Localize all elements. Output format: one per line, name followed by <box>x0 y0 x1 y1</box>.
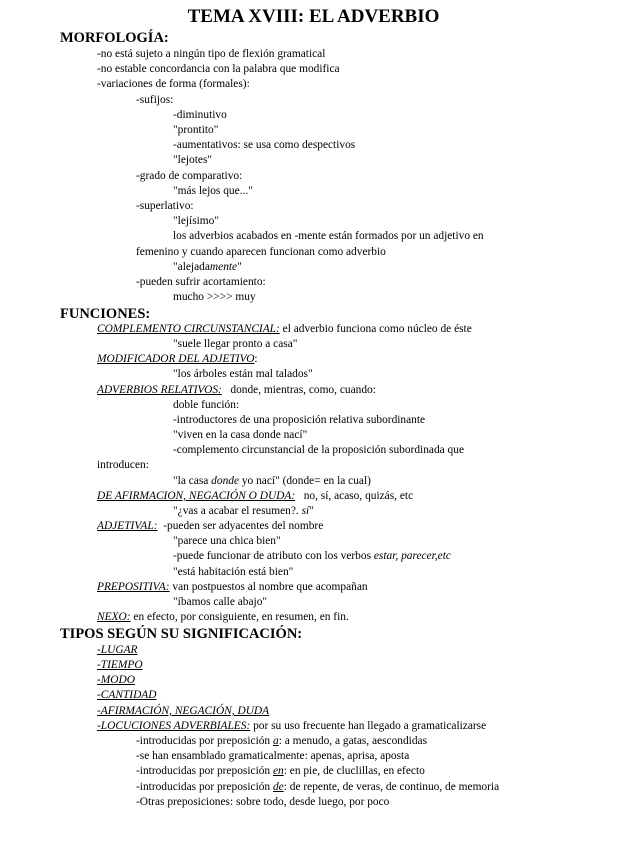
type-item-tiempo: -TIEMPO <box>97 659 143 671</box>
text-line <box>97 383 376 398</box>
type-item-modo: -MODO <box>97 674 135 686</box>
text-span: " <box>309 505 314 517</box>
text-span: -pueden ser adyacentes del nombre <box>157 520 324 532</box>
example-line <box>173 260 242 275</box>
text-line: los adverbios acabados en -mente están formados por un adjetivo en <box>173 230 484 242</box>
example-line: "parece una chica bien" <box>173 535 281 547</box>
text-line: -pueden sufrir acortamiento: <box>136 276 266 288</box>
text-line <box>173 549 451 564</box>
text-line: -introductores de una proposición relativa subordinante <box>173 414 426 426</box>
example-line: "más lejos que..." <box>173 185 253 197</box>
example-line: "íbamos calle abajo" <box>173 596 268 608</box>
example-line: "prontito" <box>173 124 219 136</box>
text-line <box>136 734 427 749</box>
text-span: por su uso frecuente han llegado a gramaticalizarse <box>250 720 487 732</box>
section-heading-tipos: TIPOS SEGÚN SU SIGNIFICACIÓN: <box>60 626 303 642</box>
example-line: mucho >>>> muy <box>173 291 256 303</box>
text-span: van postpuestos al nombre que acompañan <box>169 581 368 593</box>
example-line: "lejísimo" <box>173 215 220 227</box>
text-line: -se han ensamblado gramaticalmente: apenas, aprisa, aposta <box>136 750 410 762</box>
text-span: : de repente, de veras, de continuo, de memoria <box>283 781 500 793</box>
italic-span: estar, parecer,etc <box>373 550 451 562</box>
text-span: yo nací" (donde= en la cual) <box>239 475 371 487</box>
example-line: "está habitación está bien" <box>173 566 294 578</box>
text-line: -complemento circunstancial de la proposición subordinada que <box>173 444 465 456</box>
example-line: "suele llegar pronto a casa" <box>173 338 298 350</box>
underlined-label: MODIFICADOR DEL ADJETIVO <box>97 353 255 365</box>
section-heading-morfologia: MORFOLOGÍA: <box>60 30 169 46</box>
text-line <box>97 322 472 337</box>
example-line: "los árboles están mal talados" <box>173 368 313 380</box>
text-line <box>136 780 499 795</box>
text-line: introducen: <box>97 459 149 471</box>
text-line: -grado de comparativo: <box>136 170 243 182</box>
example-line <box>173 474 371 489</box>
text-span: : <box>254 353 258 365</box>
text-span: no, sí, acaso, quizás, etc <box>295 490 414 502</box>
text-line: -sufijos: <box>136 94 174 106</box>
text-line: -no estable concordancia con la palabra que modifica <box>97 63 340 75</box>
underlined-label: NEXO: <box>97 611 131 623</box>
text-line: femenino y cuando aparecen funcionan como adverbio <box>136 246 386 258</box>
text-line: doble función: <box>173 399 240 411</box>
text-span: donde, mientras, como, cuando: <box>221 384 376 396</box>
text-line: -superlativo: <box>136 200 194 212</box>
text-span: " <box>237 261 242 273</box>
underlined-label: -LOCUCIONES ADVERBIALES: <box>97 720 251 732</box>
text-line <box>97 580 368 595</box>
underlined-label: de <box>272 781 284 793</box>
underlined-label: PREPOSITIVA: <box>97 581 170 593</box>
type-item-cantidad: -CANTIDAD <box>97 689 157 701</box>
text-span: -introducidas por preposición <box>136 765 273 777</box>
text-line <box>136 764 425 779</box>
type-item-lugar: -LUGAR <box>97 644 138 656</box>
text-span: : a menudo, a gatas, aescondidas <box>278 735 428 747</box>
text-span: "la casa <box>173 475 212 487</box>
example-line: "lejotes" <box>173 154 213 166</box>
text-span: : en pie, de cluclillas, en efecto <box>283 765 425 777</box>
text-span: -puede funcionar de atributo con los verbos <box>173 550 374 562</box>
example-line: "viven en la casa donde nací" <box>173 429 308 441</box>
underlined-label: DE AFIRMACION, NEGACIÓN O DUDA: <box>97 490 296 502</box>
text-line: -variaciones de forma (formales): <box>97 78 250 90</box>
type-item-locuciones <box>97 719 486 734</box>
text-span: en efecto, por consiguiente, en resumen, en fin. <box>130 611 349 623</box>
text-span: -introducidas por preposición <box>136 735 273 747</box>
italic-span: mente <box>209 261 238 273</box>
section-heading-funciones: FUNCIONES: <box>60 306 151 322</box>
text-line: -Otras preposiciones: sobre todo, desde luego, por poco <box>136 796 390 808</box>
italic-span: donde <box>211 475 240 487</box>
italic-span: sí <box>301 505 310 517</box>
underlined-label: COMPLEMENTO CIRCUNSTANCIAL: <box>97 323 280 335</box>
underlined-label: ADJETIVAL: <box>97 520 158 532</box>
page-title: TEMA XVIII: EL ADVERBIO <box>187 6 440 27</box>
underlined-label: ADVERBIOS RELATIVOS: <box>97 384 222 396</box>
text-span: -introducidas por preposición <box>136 781 273 793</box>
underlined-label: en <box>272 765 284 777</box>
underlined-label: a <box>272 735 279 747</box>
text-line <box>97 610 349 625</box>
text-span: el adverbio funciona como núcleo de éste <box>279 323 472 335</box>
text-line: -aumentativos: se usa como despectivos <box>173 139 356 151</box>
text-line <box>97 519 323 534</box>
type-item-afirmacion: -AFIRMACIÓN, NEGACIÓN, DUDA <box>97 705 270 717</box>
example-line <box>173 504 314 519</box>
text-span: "¿vas a acabar el resumen?. <box>173 505 302 517</box>
text-span: "alejada <box>173 261 210 273</box>
text-line: -no está sujeto a ningún tipo de flexión gramatical <box>97 48 326 60</box>
text-line <box>97 352 258 367</box>
text-line <box>97 489 413 504</box>
text-line: -diminutivo <box>173 109 227 121</box>
